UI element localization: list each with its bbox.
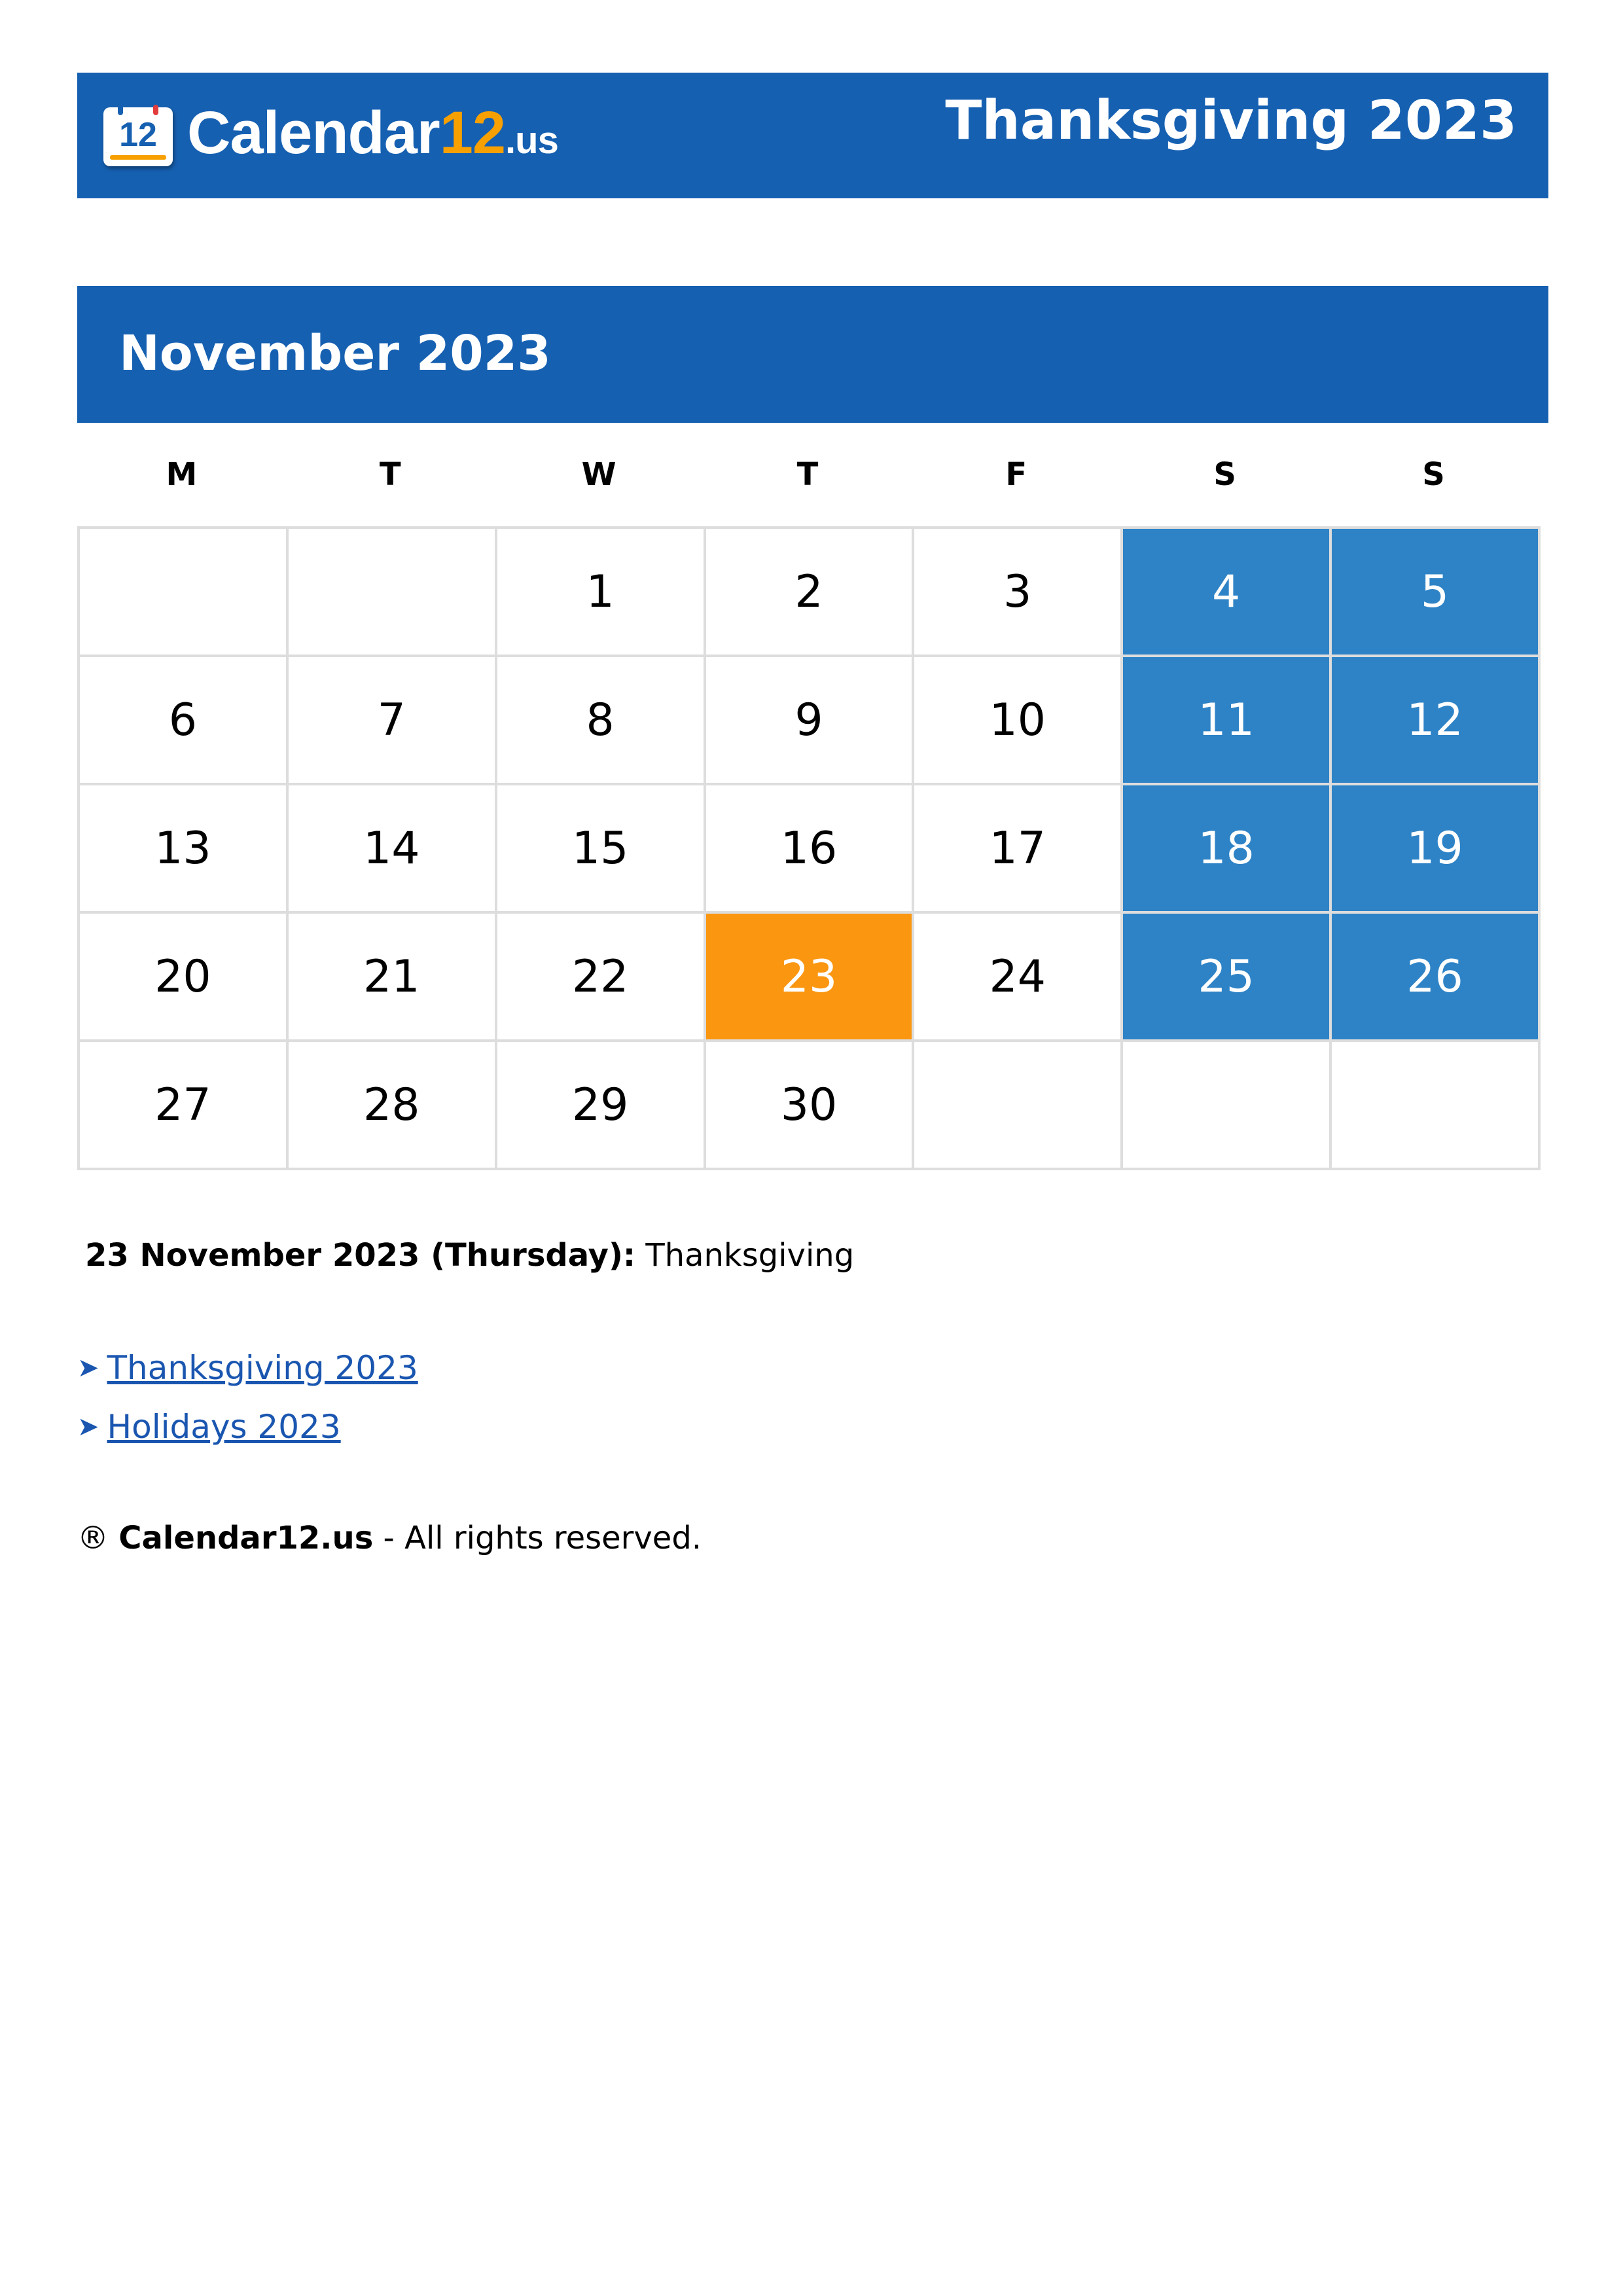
day-cell: 13 [80, 785, 289, 914]
calendar-icon-number: 12 [119, 116, 157, 154]
page-title: Thanksgiving 2023 [945, 90, 1517, 152]
day-cell: 26 [1332, 914, 1541, 1042]
link-item [77, 1397, 418, 1456]
day-cell: 27 [80, 1042, 289, 1170]
weekday-header-row [77, 452, 1538, 497]
calendar-icon-bar [110, 155, 166, 160]
day-cell: 25 [1123, 914, 1332, 1042]
day-cell: 18 [1123, 785, 1332, 914]
day-cell: 16 [706, 785, 915, 914]
day-cell: 4 [1123, 529, 1332, 657]
logo-name-main: Calendar [187, 99, 440, 166]
weekday-label: S [1213, 456, 1236, 493]
day-cell: 3 [914, 529, 1123, 657]
day-cell: 7 [289, 657, 497, 785]
calendar-grid [77, 526, 1541, 1170]
footer-brand: Calendar12.us [118, 1520, 374, 1556]
arrow-icon: ➤ [77, 1412, 99, 1442]
weekday-label: T [379, 456, 401, 493]
calendar-ring-left [118, 105, 123, 115]
day-cell: 12 [1332, 657, 1541, 785]
holiday-name: Thanksgiving [645, 1237, 855, 1274]
link-thanksgiving-2023[interactable]: Thanksgiving 2023 [107, 1349, 418, 1387]
day-cell: 2 [706, 529, 915, 657]
logo-name-accent: 12 [439, 99, 506, 166]
day-cell: 17 [914, 785, 1123, 914]
arrow-icon: ➤ [77, 1353, 99, 1383]
header-bar [77, 73, 1548, 198]
day-cell: 10 [914, 657, 1123, 785]
day-cell: 22 [497, 914, 706, 1042]
empty-day-cell [80, 529, 289, 657]
empty-day-cell [289, 529, 497, 657]
link-holidays-2023[interactable]: Holidays 2023 [107, 1408, 341, 1446]
empty-day-cell [1123, 1042, 1332, 1170]
month-header [77, 286, 1548, 423]
day-cell: 29 [497, 1042, 706, 1170]
weekday-label: T [796, 456, 819, 493]
day-cell: 14 [289, 785, 497, 914]
weekday-label: M [166, 456, 198, 493]
day-cell: 1 [497, 529, 706, 657]
weekday-label: W [581, 456, 616, 493]
footer [77, 1520, 702, 1556]
day-cell: 8 [497, 657, 706, 785]
day-cell: 19 [1332, 785, 1541, 914]
day-cell: 15 [497, 785, 706, 914]
day-cell: 20 [80, 914, 289, 1042]
holiday-date: 23 November 2023 (Thursday): [85, 1237, 636, 1274]
calendar-ring-right [153, 105, 158, 115]
day-cell: 30 [706, 1042, 915, 1170]
day-cell: 6 [80, 657, 289, 785]
weekday-label: F [1005, 456, 1027, 493]
holiday-day-cell: 23 [706, 914, 915, 1042]
logo-name-tld: .us [505, 119, 558, 162]
registered-symbol: ® [77, 1520, 109, 1556]
holiday-note [85, 1237, 854, 1274]
calendar-icon [103, 107, 173, 166]
day-cell: 5 [1332, 529, 1541, 657]
weekday-label: S [1422, 456, 1445, 493]
day-cell: 24 [914, 914, 1123, 1042]
link-item [77, 1338, 418, 1397]
related-links [77, 1338, 418, 1456]
day-cell: 21 [289, 914, 497, 1042]
day-cell: 28 [289, 1042, 497, 1170]
empty-day-cell [1332, 1042, 1541, 1170]
site-logo[interactable] [103, 99, 558, 170]
month-title: November 2023 [119, 325, 551, 382]
empty-day-cell [914, 1042, 1123, 1170]
day-cell: 11 [1123, 657, 1332, 785]
footer-text: - All rights reserved. [373, 1520, 702, 1556]
logo-text [187, 100, 558, 173]
day-cell: 9 [706, 657, 915, 785]
